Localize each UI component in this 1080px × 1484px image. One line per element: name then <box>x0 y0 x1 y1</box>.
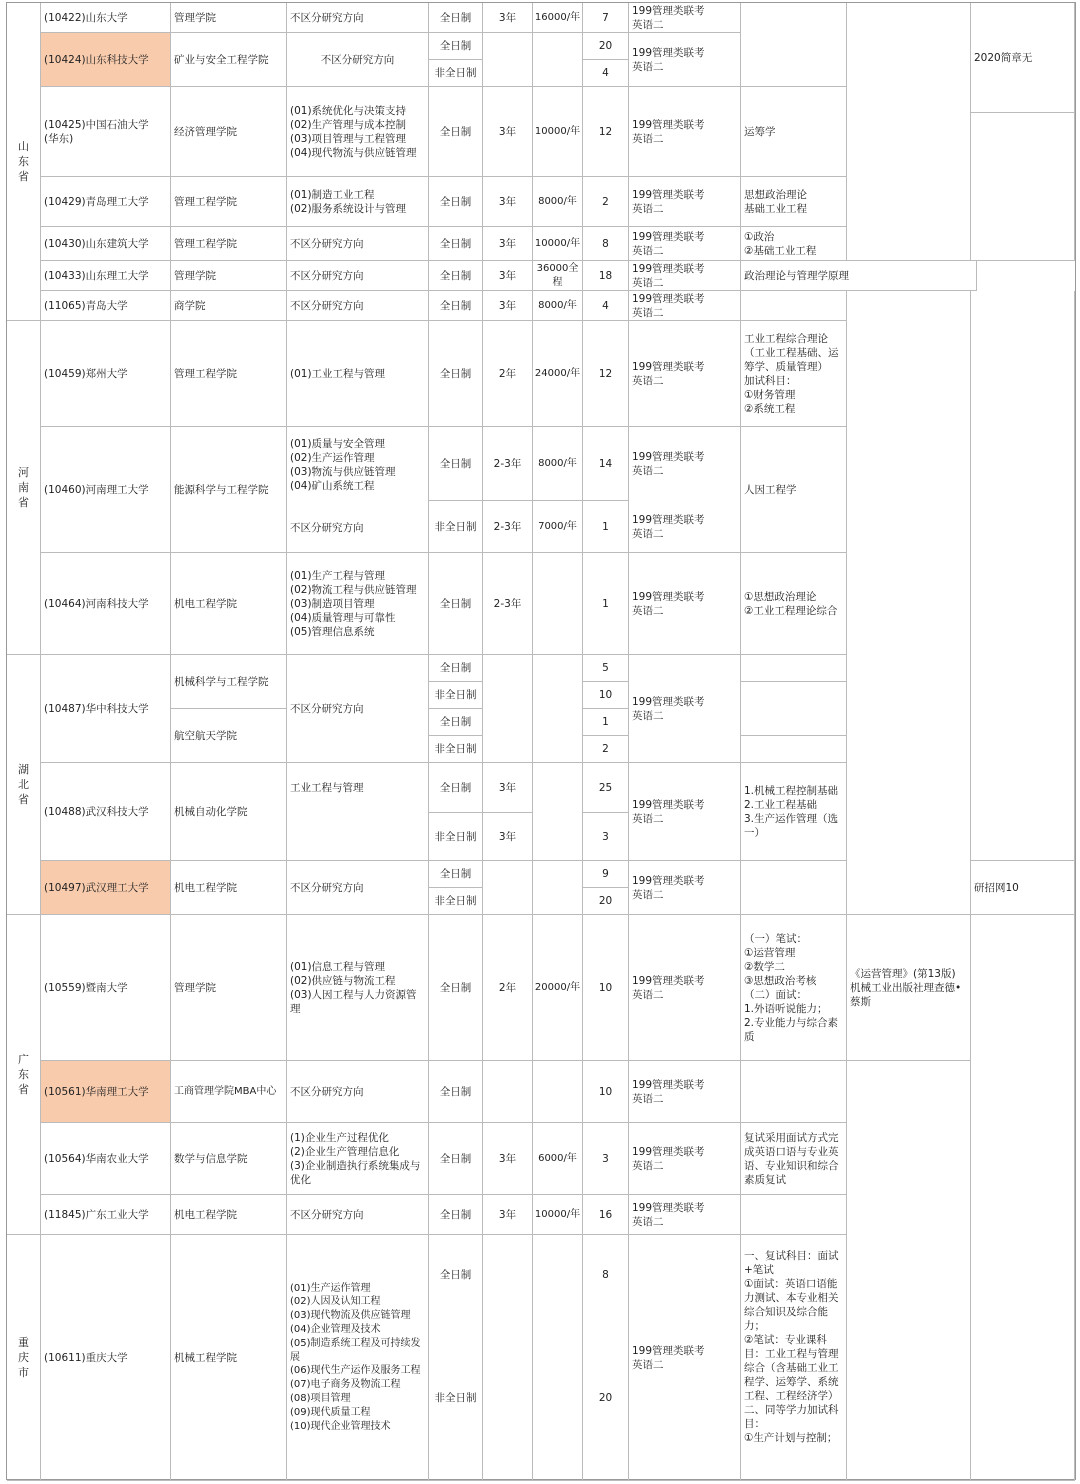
quota-cell: 10 <box>583 682 629 709</box>
direction-cell: 不区分研究方向 <box>287 291 429 321</box>
book-cell <box>847 1061 971 1481</box>
retest-cell: 工业工程综合理论（工业工程基础、运筹学、质量管理） 加试科目： ①财务管理 ②系统工程 <box>741 321 847 427</box>
exam-cell: 199管理类联考 英语二 <box>629 501 741 553</box>
exam-cell: 199管理类联考 英语二 <box>629 1195 741 1235</box>
retest-cell <box>741 655 847 682</box>
retest-cell <box>741 291 847 321</box>
note-cell: 2020简章无 <box>971 3 1075 113</box>
years-cell: 3年 <box>483 227 533 261</box>
mode-cell: 全日制 <box>429 709 483 736</box>
college-cell: 经济管理学院 <box>171 87 287 177</box>
book-cell <box>847 3 971 261</box>
tuition-cell: 10000/年 <box>533 87 583 177</box>
direction-cell: (1)企业生产过程优化 (2)企业生产管理信息化 (3)企业制造执行系统集成与优化 <box>287 1123 429 1195</box>
direction-cell: 不区分研究方向 <box>287 261 429 291</box>
school-cell: (10464)河南科技大学 <box>41 553 171 655</box>
mode-cell: 全日制 <box>429 1061 483 1123</box>
college-cell: 管理工程学院 <box>171 177 287 227</box>
college-cell: 机电工程学院 <box>171 861 287 915</box>
retest-cell <box>741 1061 847 1123</box>
tuition-cell: 7000/年 <box>533 501 583 553</box>
college-cell: 工商管理学院MBA中心 <box>171 1061 287 1123</box>
quota-cell: 3 <box>583 1123 629 1195</box>
exam-cell: 199管理类联考 英语二 <box>629 87 741 177</box>
mode-cell: 非全日制 <box>429 888 483 915</box>
school-cell: (10497)武汉理工大学 <box>41 861 171 915</box>
years-cell: 3年 <box>483 87 533 177</box>
mode-cell: 全日制 <box>429 553 483 655</box>
exam-cell: 199管理类联考 英语二 <box>629 3 741 33</box>
mode-cell: 全日制 <box>429 915 483 1061</box>
mode-cell: 全日制 <box>429 1195 483 1235</box>
years-cell: 2-3年 <box>483 501 533 553</box>
mode-cell: 非全日制 <box>429 736 483 763</box>
quota-cell: 2 <box>583 736 629 763</box>
college-cell: 机电工程学院 <box>171 553 287 655</box>
quota-cell: 25 <box>583 763 629 813</box>
retest-cell: 复试采用面试方式完成英语口语与专业英语、专业知识和综合素质复试 <box>741 1123 847 1195</box>
college-cell: 管理工程学院 <box>171 227 287 261</box>
college-cell: 能源科学与工程学院 <box>171 427 287 553</box>
exam-cell: 199管理类联考 英语二 <box>629 1235 741 1481</box>
mode-cell: 全日制 <box>429 3 483 33</box>
mode-cell: 全日制 <box>429 1123 483 1195</box>
school-cell: (10422)山东大学 <box>41 3 171 33</box>
exam-cell: 199管理类联考 英语二 <box>629 227 741 261</box>
retest-cell: 1.机械工程控制基础 2.工业工程基础 3.生产运作管理（选一） <box>741 763 847 861</box>
mode-cell: 全日制 <box>429 33 483 60</box>
quota-cell: 5 <box>583 655 629 682</box>
province-cell: 重 庆 市 <box>7 1235 41 1481</box>
quota-cell: 20 <box>583 33 629 60</box>
college-cell: 管理学院 <box>171 3 287 33</box>
province-cell: 广 东 省 <box>7 915 41 1235</box>
quota-cell: 12 <box>583 87 629 177</box>
tuition-cell <box>533 655 583 763</box>
direction-cell: (01)信息工程与管理 (02)供应链与物流工程 (03)人因工程与人力资源管理 <box>287 915 429 1061</box>
college-cell: 航空航天学院 <box>171 709 287 763</box>
mode-cell: 非全日制 <box>429 813 483 861</box>
mode-cell: 非全日制 <box>429 60 483 87</box>
mode-cell: 非全日制 <box>429 1315 483 1481</box>
exam-cell: 199管理类联考 英语二 <box>629 861 741 915</box>
college-cell: 机械自动化学院 <box>171 763 287 861</box>
school-cell: (10429)青岛理工大学 <box>41 177 171 227</box>
note-cell <box>971 291 1075 861</box>
mode-cell: 非全日制 <box>429 682 483 709</box>
direction-cell: 不区分研究方向 <box>287 1061 429 1123</box>
direction-cell: 不区分研究方向 <box>287 33 429 87</box>
tuition-cell <box>533 553 583 655</box>
mode-cell: 全日制 <box>429 1235 483 1315</box>
school-cell: (10561)华南理工大学 <box>41 1061 171 1123</box>
years-cell <box>483 1061 533 1123</box>
province-cell: 湖 北 省 <box>7 655 41 915</box>
direction-cell: (01)制造工业工程 (02)服务系统设计与管理 <box>287 177 429 227</box>
quota-cell: 1 <box>583 553 629 655</box>
mode-cell: 全日制 <box>429 87 483 177</box>
college-cell: 机械科学与工程学院 <box>171 655 287 709</box>
school-cell: (10488)武汉科技大学 <box>41 763 171 861</box>
mode-cell: 全日制 <box>429 261 483 291</box>
quota-cell: 4 <box>583 291 629 321</box>
note-cell <box>971 915 1075 1481</box>
mode-cell: 全日制 <box>429 177 483 227</box>
years-cell: 3年 <box>483 291 533 321</box>
retest-cell <box>741 3 847 87</box>
tuition-cell: 6000/年 <box>533 1123 583 1195</box>
retest-cell: 思想政治理论 基础工业工程 <box>741 177 847 227</box>
tuition-cell <box>533 33 583 87</box>
exam-cell: 199管理类联考 英语二 <box>629 553 741 655</box>
tuition-cell: 8000/年 <box>533 291 583 321</box>
exam-cell: 199管理类联考 英语二 <box>629 321 741 427</box>
quota-cell: 8 <box>583 1235 629 1315</box>
retest-cell: 政治理论与管理学原理 <box>741 261 977 291</box>
tuition-cell: 8000/年 <box>533 177 583 227</box>
direction-cell: 不区分研究方向 <box>287 655 429 763</box>
years-cell <box>483 33 533 87</box>
quota-cell: 1 <box>583 709 629 736</box>
retest-cell <box>741 682 847 736</box>
exam-cell: 199管理类联考 英语二 <box>629 915 741 1061</box>
tuition-cell: 10000/年 <box>533 1195 583 1235</box>
direction-cell: 工业工程与管理 <box>287 763 429 861</box>
note-cell: 研招网10 <box>971 861 1075 915</box>
tuition-cell: 24000/年 <box>533 321 583 427</box>
tuition-cell: 20000/年 <box>533 915 583 1061</box>
school-cell: (10611)重庆大学 <box>41 1235 171 1481</box>
quota-cell: 16 <box>583 1195 629 1235</box>
direction-cell: 不区分研究方向 <box>287 1195 429 1235</box>
exam-cell: 199管理类联考 英语二 <box>629 427 741 501</box>
mode-cell: 非全日制 <box>429 501 483 553</box>
quota-cell: 2 <box>583 177 629 227</box>
tuition-cell <box>533 763 583 861</box>
years-cell: 2-3年 <box>483 427 533 501</box>
mode-cell: 全日制 <box>429 427 483 501</box>
years-cell <box>483 861 533 915</box>
years-cell: 2年 <box>483 915 533 1061</box>
school-cell: (10424)山东科技大学 <box>41 33 171 87</box>
quota-cell: 7 <box>583 3 629 33</box>
quota-cell: 9 <box>583 861 629 888</box>
years-cell: 3年 <box>483 813 533 861</box>
exam-cell: 199管理类联考 英语二 <box>629 261 741 291</box>
retest-cell: 运筹学 <box>741 87 847 177</box>
quota-cell: 12 <box>583 321 629 427</box>
quota-cell: 4 <box>583 60 629 87</box>
exam-cell: 199管理类联考 英语二 <box>629 655 741 763</box>
college-cell: 管理学院 <box>171 915 287 1061</box>
college-cell: 管理工程学院 <box>171 321 287 427</box>
retest-cell <box>741 861 847 915</box>
direction-cell: (01)工业工程与管理 <box>287 321 429 427</box>
college-cell: 矿业与安全工程学院 <box>171 33 287 87</box>
province-cell: 山 东 省 <box>7 3 41 321</box>
quota-cell: 10 <box>583 1061 629 1123</box>
years-cell: 3年 <box>483 261 533 291</box>
tuition-cell: 10000/年 <box>533 227 583 261</box>
mode-cell: 全日制 <box>429 655 483 682</box>
college-cell: 数学与信息学院 <box>171 1123 287 1195</box>
admissions-table <box>6 2 1076 1480</box>
book-cell: 《运营管理》(第13版) 机械工业出版社理查德•蔡斯 <box>847 915 971 1061</box>
quota-cell: 1 <box>583 501 629 553</box>
school-cell: (10559)暨南大学 <box>41 915 171 1061</box>
school-cell: (10459)郑州大学 <box>41 321 171 427</box>
school-cell: (10433)山东理工大学 <box>41 261 171 291</box>
mode-cell: 全日制 <box>429 321 483 427</box>
book-cell <box>847 291 971 915</box>
quota-cell: 18 <box>583 261 629 291</box>
years-cell: 2-3年 <box>483 553 533 655</box>
school-cell: (10425)中国石油大学 (华东) <box>41 87 171 177</box>
exam-cell: 199管理类联考 英语二 <box>629 763 741 861</box>
mode-cell: 全日制 <box>429 291 483 321</box>
tuition-cell: 8000/年 <box>533 427 583 501</box>
note-cell <box>971 113 1075 261</box>
tuition-cell: 16000/年 <box>533 3 583 33</box>
years-cell: 3年 <box>483 1123 533 1195</box>
province-cell: 河 南 省 <box>7 321 41 655</box>
retest-cell: 一、复试科目：面试+笔试 ①面试：英语口语能力测试、本专业相关综合知识及综合能力； ②笔试：专业课科目：工业工程与管理综合（含基础工业工程学、运筹学、系统工程、工程经济学） 二、同等学力加试科目： ①生产计划与控制； <box>741 1235 847 1481</box>
school-cell: (10430)山东建筑大学 <box>41 227 171 261</box>
quota-cell: 10 <box>583 915 629 1061</box>
direction-cell: 不区分研究方向 <box>287 503 429 553</box>
mode-cell: 全日制 <box>429 227 483 261</box>
direction-cell: (01)生产工程与管理 (02)物流工程与供应链管理 (03)制造项目管理 (04)质量管理与可靠性 (05)管理信息系统 <box>287 553 429 655</box>
college-cell: 机械工程学院 <box>171 1235 287 1481</box>
school-cell: (10460)河南理工大学 <box>41 427 171 553</box>
college-cell: 管理学院 <box>171 261 287 291</box>
exam-cell: 199管理类联考 英语二 <box>629 1123 741 1195</box>
direction-cell: 不区分研究方向 <box>287 227 429 261</box>
years-cell <box>483 1235 533 1481</box>
quota-cell: 3 <box>583 813 629 861</box>
school-cell: (11065)青岛大学 <box>41 291 171 321</box>
mode-cell: 全日制 <box>429 763 483 813</box>
school-cell: (10487)华中科技大学 <box>41 655 171 763</box>
quota-cell: 20 <box>583 1315 629 1481</box>
mode-cell: 全日制 <box>429 861 483 888</box>
school-cell: (11845)广东工业大学 <box>41 1195 171 1235</box>
tuition-cell <box>533 861 583 915</box>
school-cell: (10564)华南农业大学 <box>41 1123 171 1195</box>
direction-cell: (01)系统优化与决策支持 (02)生产管理与成本控制 (03)项目管理与工程管理 (04)现代物流与供应链管理 <box>287 87 429 177</box>
years-cell: 2年 <box>483 321 533 427</box>
quota-cell: 8 <box>583 227 629 261</box>
exam-cell: 199管理类联考 英语二 <box>629 177 741 227</box>
quota-cell: 20 <box>583 888 629 915</box>
retest-cell: ①思想政治理论 ②工业工程理论综合 <box>741 553 847 655</box>
direction-cell: 不区分研究方向 <box>287 3 429 33</box>
tuition-cell <box>533 1235 583 1481</box>
tuition-cell: 36000全程 <box>533 261 583 291</box>
quota-cell: 14 <box>583 427 629 501</box>
years-cell: 3年 <box>483 1195 533 1235</box>
retest-cell: 人因工程学 <box>741 427 847 553</box>
college-cell: 机电工程学院 <box>171 1195 287 1235</box>
retest-cell <box>741 1195 847 1235</box>
retest-cell <box>741 736 847 763</box>
years-cell: 3年 <box>483 763 533 813</box>
years-cell <box>483 655 533 763</box>
exam-cell: 199管理类联考 英语二 <box>629 1061 741 1123</box>
years-cell: 3年 <box>483 177 533 227</box>
retest-cell: ①政治 ②基础工业工程 <box>741 227 847 261</box>
exam-cell: 199管理类联考 英语二 <box>629 291 741 321</box>
years-cell: 3年 <box>483 3 533 33</box>
direction-cell: (01)生产运作管理 (02)人因及认知工程 (03)现代物流及供应链管理 (04)企业管理及技术 (05)制造系统工程及可持续发展 (06)现代生产运作及服务工程 (07)电子商务及物流工程 (08)项目管理 (09)现代质量工程 (10)现代企业管理技术 <box>287 1235 429 1481</box>
college-cell: 商学院 <box>171 291 287 321</box>
direction-cell: 不区分研究方向 <box>287 861 429 915</box>
exam-cell: 199管理类联考 英语二 <box>629 33 741 87</box>
direction-cell: (01)质量与安全管理 (02)生产运作管理 (03)物流与供应链管理 (04)矿山系统工程 <box>287 427 429 503</box>
tuition-cell <box>533 1061 583 1123</box>
retest-cell: （一）笔试： ①运营管理 ②数学二 ③思想政治考核 （二）面试： 1.外语听说能力； 2.专业能力与综合素质 <box>741 915 847 1061</box>
